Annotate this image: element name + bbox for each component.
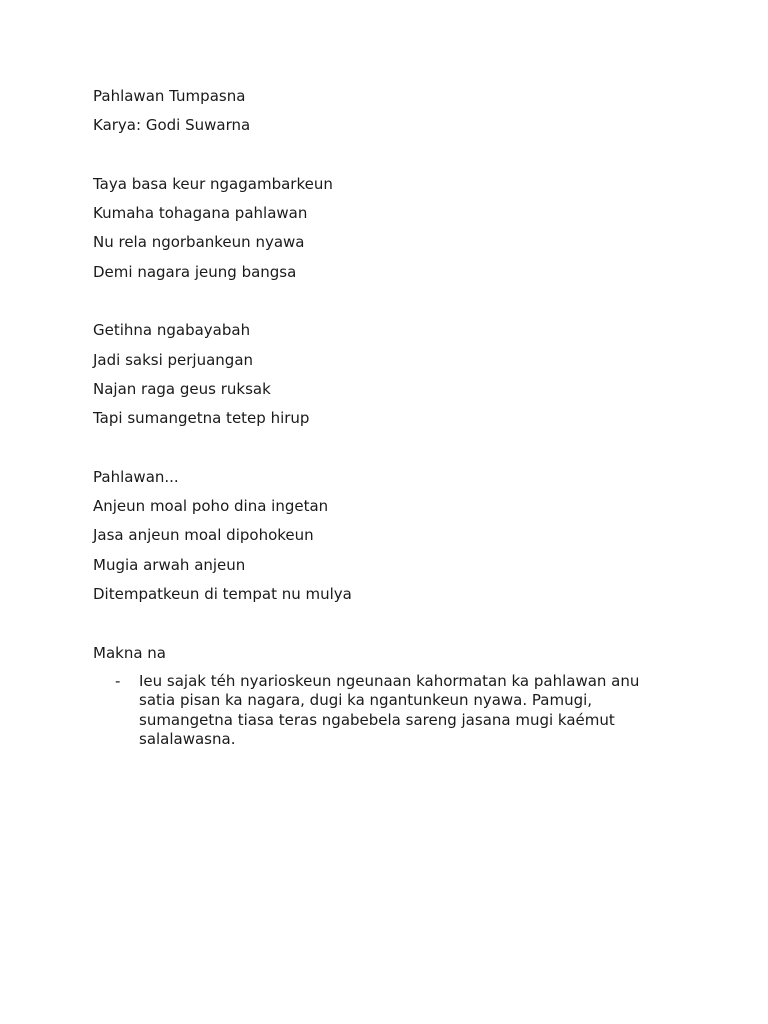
stanza-line: Tapi sumangetna tetep hirup: [93, 409, 310, 428]
meaning-bullet: [115, 672, 678, 750]
spacer: [93, 438, 678, 467]
poem-author: Karya: Godi Suwarna: [93, 116, 251, 135]
stanza-line: Ditempatkeun di tempat nu mulya: [93, 585, 352, 604]
poem-title: Pahlawan Tumpasna: [93, 87, 246, 105]
spacer: [93, 145, 678, 174]
bullet-marker: -: [115, 671, 121, 690]
spacer: [93, 291, 678, 320]
stanza-line: Jadi saksi perjuangan: [93, 350, 254, 369]
stanza-line: Anjeun moal poho dina ingetan: [93, 497, 329, 516]
stanza-line: Taya basa keur ngagambarkeun: [93, 174, 333, 193]
stanza-line: Najan raga geus ruksak: [93, 379, 271, 398]
meaning-heading: Makna na: [93, 643, 166, 662]
stanza-line: Pahlawan...: [93, 467, 179, 486]
meaning-text: Ieu sajak téh nyarioskeun ngeunaan kahormatan ka pahlawan anu satia pisan ka nagara, dugi ka ngantunkeun nyawa. Pamugi, sumangetna tiasa teras ngabebela sareng jasana mugi kaémut salalawasna.: [139, 671, 640, 749]
stanza-line: Jasa anjeun moal dipohokeun: [93, 526, 314, 545]
stanza-line: Demi nagara jeung bangsa: [93, 262, 297, 281]
stanza-3: [93, 467, 678, 613]
stanza-line: Mugia arwah anjeun: [93, 555, 246, 574]
stanza-1: [93, 174, 678, 291]
stanza-line: Kumaha tohagana pahlawan: [93, 204, 308, 223]
stanza-line: Nu rela ngorbankeun nyawa: [93, 233, 305, 252]
stanza-line: Getihna ngabayabah: [93, 321, 251, 340]
stanza-2: [93, 320, 678, 437]
spacer: [93, 613, 678, 642]
